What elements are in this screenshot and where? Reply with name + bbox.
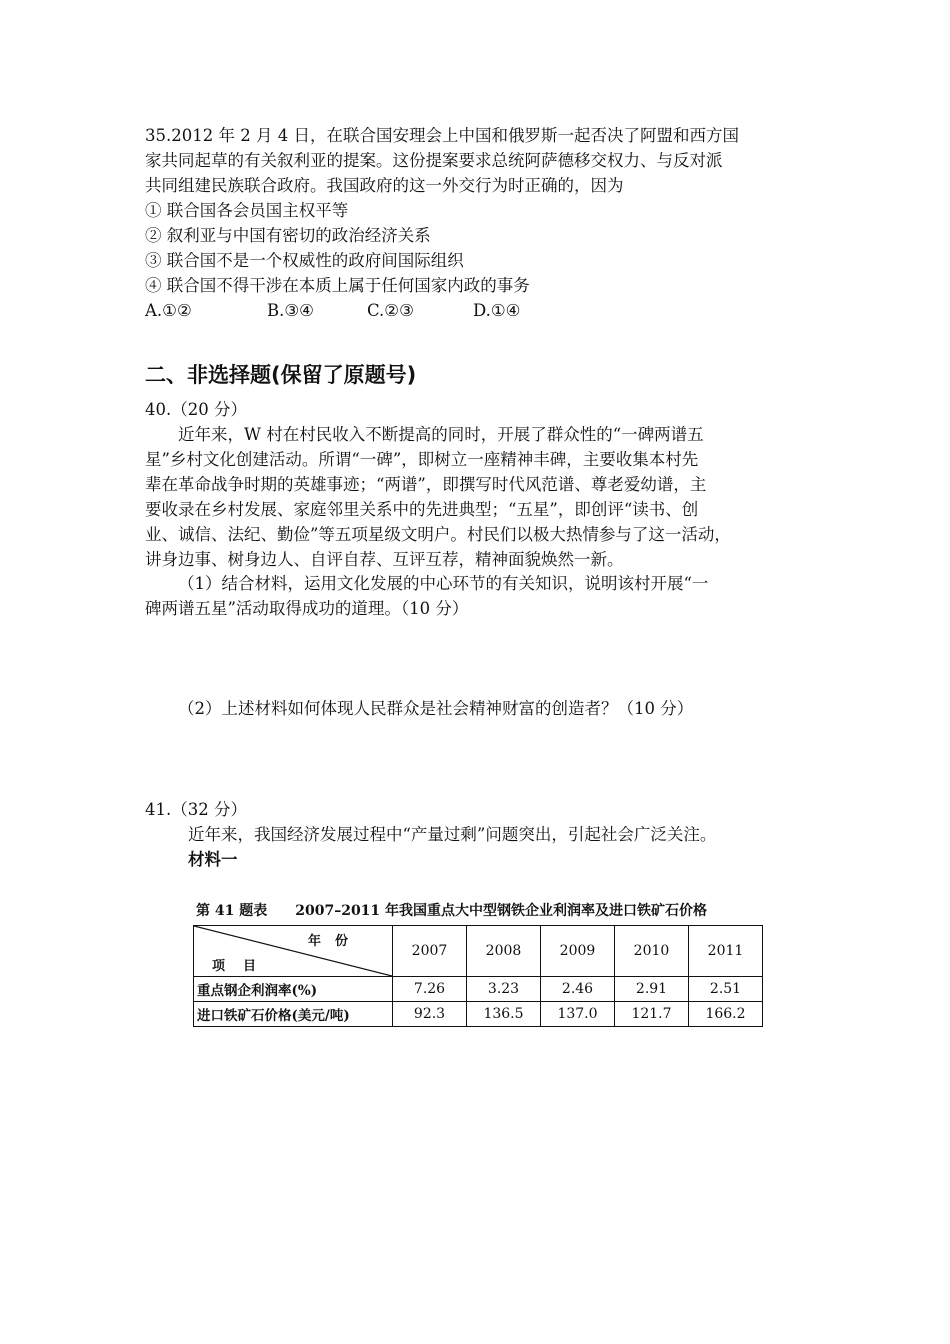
table-title	[196, 900, 707, 920]
table-row	[194, 1002, 763, 1027]
q40-para-line-2: 星”乡村文化创建活动。所谓“一碑”，即树立一座精神丰碑，主要收集本村先	[145, 450, 699, 469]
table-cell: 166.2	[689, 1002, 763, 1027]
option-b: B.③④	[267, 301, 314, 320]
q35-line-3: 共同组建民族联合政府。我国政府的这一外交行为时正确的，因为	[145, 176, 624, 195]
q41-material-label: 材料一	[188, 850, 238, 869]
table-cell: 136.5	[467, 1002, 541, 1027]
year-header: 2007	[393, 926, 467, 977]
year-header: 2009	[541, 926, 615, 977]
data-table	[193, 925, 763, 1027]
q35-item-4: ④ 联合国不得干涉在本质上属于任何国家内政的事务	[145, 276, 530, 295]
q35-item-2: ② 叙利亚与中国有密切的政治经济关系	[145, 226, 431, 245]
table-corner-header	[194, 926, 393, 977]
q40-sub1-line-2: 碑两谱五星”活动取得成功的道理。（10 分）	[145, 599, 469, 618]
row-label: 进口铁矿石价格(美元/吨)	[194, 1002, 393, 1027]
q40-para-line-1: 近年来，W 村在村民收入不断提高的同时，开展了群众性的“一碑两谱五	[178, 425, 704, 444]
table-cell: 137.0	[541, 1002, 615, 1027]
option-a: A.①②	[145, 301, 192, 320]
table-cell: 7.26	[393, 977, 467, 1002]
table-cell: 3.23	[467, 977, 541, 1002]
table-title-label: 第 41 题表	[196, 903, 268, 919]
q40-para-line-3: 辈在革命战争时期的英雄事迹；“两谱”，即撰写时代风范谱、尊老爱幼谱，主	[145, 475, 707, 494]
q35-line-2: 家共同起草的有关叙利亚的提案。这份提案要求总统阿萨德移交权力、与反对派	[145, 151, 723, 170]
table-cell: 121.7	[615, 1002, 689, 1027]
q40-para-line-5: 业、诚信、法纪、勤俭”等五项星级文明户。村民们以极大热情参与了这一活动，	[145, 525, 731, 544]
q41-intro: 近年来，我国经济发展过程中“产量过剩”问题突出，引起社会广泛关注。	[188, 825, 717, 844]
table-row	[194, 977, 763, 1002]
q35-item-3: ③ 联合国不是一个权威性的政府间国际组织	[145, 251, 464, 270]
section-heading: 二、非选择题(保留了原题号)	[145, 363, 417, 387]
q40-number: 40.（20 分）	[145, 400, 247, 419]
option-d: D.①④	[473, 301, 521, 320]
q40-para-line-4: 要收录在乡村发展、家庭邻里关系中的先进典型；“五星”，即创评“读书、创	[145, 500, 699, 519]
q35-line-1: 35.2012 年 2 月 4 日，在联合国安理会上中国和俄罗斯一起否决了阿盟和西方国	[145, 126, 739, 145]
table-cell: 2.91	[615, 977, 689, 1002]
q35-options	[145, 299, 520, 323]
q40-para-line-6: 讲身边事、树身边人、自评自荐、互评互荐，精神面貌焕然一新。	[145, 550, 624, 569]
header-year-label: 年份	[307, 934, 362, 949]
q35-item-1: ① 联合国各会员国主权平等	[145, 201, 349, 220]
year-header: 2008	[467, 926, 541, 977]
header-item-label: 项目	[212, 959, 275, 974]
table-header-row	[194, 926, 763, 977]
q41-number: 41.（32 分）	[145, 800, 247, 819]
option-c: C.②③	[367, 301, 414, 320]
year-header: 2010	[615, 926, 689, 977]
table-cell: 2.51	[689, 977, 763, 1002]
q40-sub2: （2）上述材料如何体现人民群众是社会精神财富的创造者？（10 分）	[178, 699, 694, 718]
table-cell: 92.3	[393, 1002, 467, 1027]
year-header: 2011	[689, 926, 763, 977]
table-cell: 2.46	[541, 977, 615, 1002]
table-title-text: 2007–2011 年我国重点大中型钢铁企业利润率及进口铁矿石价格	[295, 903, 708, 919]
row-label: 重点钢企利润率(%)	[194, 977, 393, 1002]
q40-sub1-line-1: （1）结合材料，运用文化发展的中心环节的有关知识，说明该村开展“一	[178, 574, 709, 593]
